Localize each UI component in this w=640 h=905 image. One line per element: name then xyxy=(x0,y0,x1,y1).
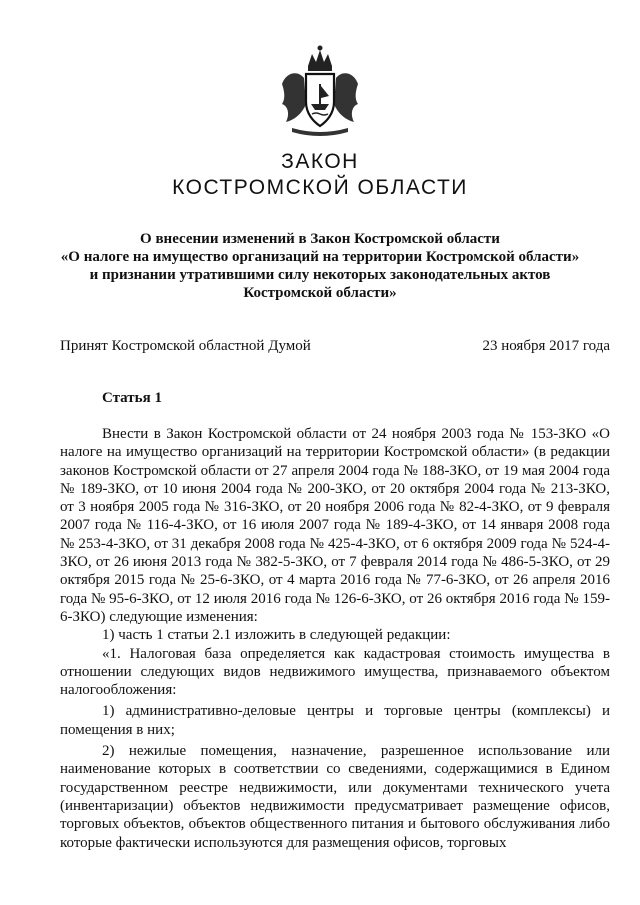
article-paragraph: «1. Налоговая база определяется как кадастровая стоимость имущества в отношении следующих видов недвижимого имущества, признаваемого объектом налогообложения: xyxy=(60,645,610,699)
subject-line: Костромской области» xyxy=(243,285,397,301)
article-paragraph: Внести в Закон Костромской области от 24 ноября 2003 года № 153-ЗКО «О налоге на имущество организаций на территории Костромской области» (в редакции законов Костромской области от 27 апреля 2004 года № 188-ЗКО, от 19 мая 2004 года № 189-ЗКО, от 10 июня 2004 года № 200-ЗКО, от 20 октября 2004 года № 213-ЗКО, от 3 ноября 2005 года № 316-ЗКО, от 20 ноября 2006 года № 82-4-ЗКО, от 9 февраля 2007 года № 116-4-ЗКО, от 16 июля 2007 года № 189-4-ЗКО, от 14 января 2008 года № 253-4-ЗКО, от 31 декабря 2008 года № 425-4-ЗКО, от 6 октября 2009 года № 524-4-ЗКО, от 26 июня 2013 года № 382-5-ЗКО, от 7 февраля 2014 года № 486-5-ЗКО, от 29 октября 2015 года № 25-6-ЗКО, от 4 марта 2016 года № 77-6-ЗКО, от 26 апреля 2016 года № 95-6-ЗКО, от 12 июля 2016 года № 126-6-ЗКО, от 26 октября 2016 года № 159-6-ЗКО) следующие изменения: xyxy=(60,426,610,625)
article-paragraph: 2) нежилые помещения, назначение, разрешенное использование или наименование которых в соответствии со сведениями, содержащимися в Едином государственном реестре недвижимости, или документами технического учета (инвентаризации) объектов недвижимости предусматривает размещение офисов, торговых объектов, объектов общественного питания и бытового обслуживания либо которые фактически используются для размещения офисов, торговых xyxy=(60,743,610,851)
article-body xyxy=(60,425,610,852)
adoption-date: 23 ноября 2017 года xyxy=(482,338,610,354)
law-title-line2: КОСТРОМСКОЙ ОБЛАСТИ xyxy=(172,176,468,199)
article-paragraph: 1) часть 1 статьи 2.1 изложить в следующей редакции: xyxy=(102,627,451,644)
coat-of-arms-icon xyxy=(272,44,368,140)
law-subject xyxy=(60,230,580,302)
article-title: Статья 1 xyxy=(102,390,162,406)
subject-line: О внесении изменений в Закон Костромской области xyxy=(140,231,500,247)
subject-line: и признании утратившими силу некоторых законодательных актов xyxy=(89,267,551,283)
adopted-by: Принят Костромской областной Думой xyxy=(60,338,311,354)
subject-line: «О налоге на имущество организаций на территории Костромской области» xyxy=(60,249,580,265)
law-title-line1: ЗАКОН xyxy=(281,150,359,173)
article-paragraph: 1) административно-деловые центры и торговые центры (комплексы) и помещения в них; xyxy=(60,703,610,738)
